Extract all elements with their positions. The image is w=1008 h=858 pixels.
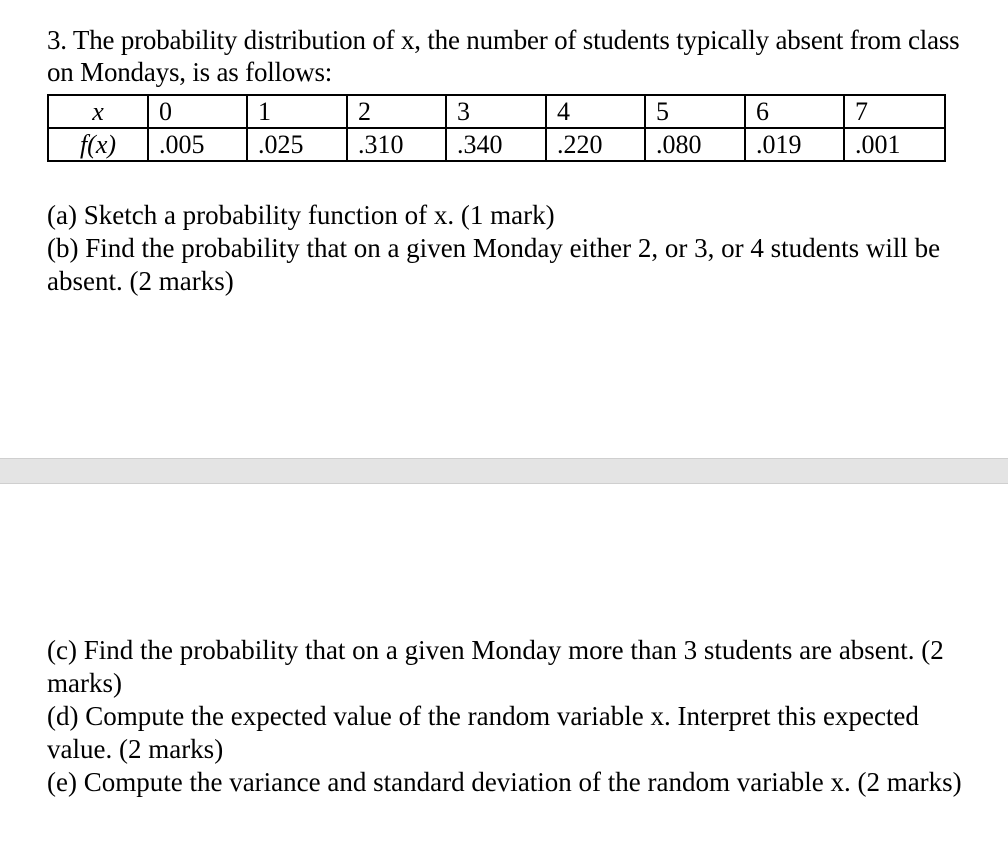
x-value-cell: 0 bbox=[148, 95, 247, 128]
x-value-cell: 6 bbox=[745, 95, 844, 128]
question-e: (e) Compute the variance and standard deviation of the random variable x. (2 marks) bbox=[47, 767, 962, 797]
fx-value-cell: .001 bbox=[844, 128, 945, 161]
x-value-cell: 4 bbox=[546, 95, 645, 128]
x-value-cell: 7 bbox=[844, 95, 945, 128]
problem-intro: 3. The probability distribution of x, the number of students typically absent from class on Mondays, is as follows: bbox=[47, 25, 960, 87]
probability-distribution-table bbox=[47, 94, 946, 162]
fx-row-label: f(x) bbox=[48, 128, 148, 161]
fx-value-cell: .005 bbox=[148, 128, 247, 161]
x-row-label: x bbox=[48, 95, 148, 128]
table-row-fx bbox=[48, 128, 945, 161]
question-d: (d) Compute the expected value of the random variable x. Interpret this expected value. (2 marks) bbox=[47, 701, 919, 764]
page-separator bbox=[0, 458, 1008, 484]
question-a: (a) Sketch a probability function of x. (1 mark) bbox=[47, 200, 555, 230]
fx-value-cell: .340 bbox=[446, 128, 546, 161]
question-b: (b) Find the probability that on a given Monday either 2, or 3, or 4 students will be absent. (2 marks) bbox=[47, 233, 941, 296]
x-value-cell: 3 bbox=[446, 95, 546, 128]
fx-value-cell: .019 bbox=[745, 128, 844, 161]
fx-value-cell: .080 bbox=[645, 128, 745, 161]
questions-part-two bbox=[47, 634, 967, 799]
fx-value-cell: .310 bbox=[347, 128, 446, 161]
table-row-x bbox=[48, 95, 945, 128]
x-value-cell: 2 bbox=[347, 95, 446, 128]
fx-value-cell: .220 bbox=[546, 128, 645, 161]
question-c: (c) Find the probability that on a given Monday more than 3 students are absent. (2 marks) bbox=[47, 635, 944, 698]
x-value-cell: 1 bbox=[247, 95, 347, 128]
questions-part-one bbox=[47, 199, 967, 298]
fx-value-cell: .025 bbox=[247, 128, 347, 161]
x-value-cell: 5 bbox=[645, 95, 745, 128]
